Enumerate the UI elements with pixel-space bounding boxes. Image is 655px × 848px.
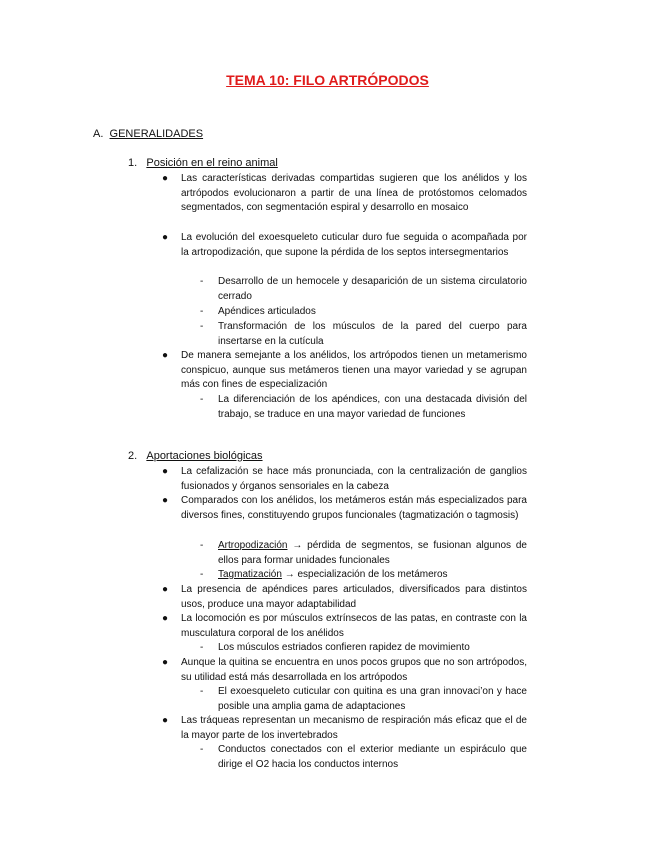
bullet-marker: ● (162, 584, 169, 595)
subsection-label: Posición en el reino animal (146, 157, 278, 169)
bullet-text: La locomoción es por músculos extrínsecos de las patas, en contraste con la musculatura corporal de los anélidos (181, 613, 527, 639)
dash-marker: - (200, 540, 204, 551)
sub-bullet-text: Conductos conectados con el exterior mediante un espiráculo que dirige el O2 hacia los conductos internos (218, 744, 527, 770)
section-a-heading (93, 128, 203, 140)
sub-bullet-text (218, 539, 527, 568)
bullet-text: De manera semejante a los anélidos, los artrópodos tienen un metamerismo conspicuo, aunque sus metámeros tienen una mayor variedad y se agrupan más con fines de especialización (181, 350, 527, 390)
subsection-1-heading (128, 157, 278, 169)
subsection-marker: 2. (128, 450, 138, 462)
subsection-marker: 1. (128, 157, 138, 169)
dash-marker: - (200, 744, 204, 755)
bullet-text: La evolución del exoesqueleto cuticular duro fue seguida o acompañada por la artropodización, que supone la pérdida de los septos intersegmentarios (181, 232, 527, 258)
bullet-marker: ● (162, 657, 169, 668)
bullet-marker: ● (162, 715, 169, 726)
dash-marker: - (200, 394, 204, 405)
term: Tagmatización (218, 569, 282, 580)
bullet-text: Las tráqueas representan un mecanismo de respiración más eficaz que el de la mayor parte de los invertebrados (181, 715, 527, 741)
dash-marker: - (200, 686, 204, 697)
sub-bullet-text: La diferenciación de los apéndices, con una destacada división del trabajo, se traduce en una mayor variedad de funciones (218, 394, 527, 420)
sub-bullet-text: Desarrollo de un hemocele y desaparición de un sistema circulatorio cerrado (218, 276, 527, 302)
term: Artropodización (218, 540, 288, 551)
bullet-text: Las características derivadas compartidas sugieren que los anélidos y los artrópodos evolucionaron a partir de una línea de protóstomos celomados segmentados, con segmentación espiral y desarrollo en mosaico (181, 173, 527, 213)
bullet-marker: ● (162, 466, 169, 477)
section-marker: A. (93, 128, 104, 140)
sub-bullet-text: El exoesqueleto cuticular con quitina es una gran innovaci’on y hace posible una amplia gama de adaptaciones (218, 686, 527, 712)
dash-marker: - (200, 642, 204, 653)
sub-bullet-text (218, 568, 527, 583)
dash-marker: - (200, 321, 204, 332)
dash-marker: - (200, 276, 204, 287)
bullet-text: Comparados con los anélidos, los metámeros están más especializados para diversos fines, constituyendo grupos funcionales (tagmatización o tagmosis) (181, 495, 527, 521)
bullet-text: La cefalización se hace más pronunciada, con la centralización de ganglios fusionados y órganos sensoriales en la cabeza (181, 466, 527, 492)
subsection-label: Aportaciones biológicas (146, 450, 263, 462)
sub-bullet-text: Los músculos estriados confieren rapidez de movimiento (218, 642, 470, 653)
bullet-marker: ● (162, 613, 169, 624)
dash-marker: - (200, 306, 204, 317)
sub-bullet-text: Transformación de los músculos de la pared del cuerpo para insertarse en la cutícula (218, 321, 527, 347)
bullet-marker: ● (162, 173, 169, 184)
term-definition: → especialización de los metámeros (281, 569, 448, 580)
sub-bullet-text: Apéndices articulados (218, 306, 316, 317)
dash-marker: - (200, 569, 204, 580)
bullet-marker: ● (162, 232, 169, 243)
section-label: GENERALIDADES (109, 128, 204, 140)
term-definition: → pérdida de segmentos, se fusionan algunos de ellos para formar unidades funcionales (218, 540, 527, 566)
bullet-marker: ● (162, 350, 169, 361)
bullet-text: La presencia de apéndices pares articulados, diversificados para distintos usos, produce una mayor adaptabilidad (181, 584, 527, 610)
subsection-2-heading (128, 450, 263, 462)
page-title: TEMA 10: FILO ARTRÓPODOS (226, 72, 429, 88)
bullet-text: Aunque la quitina se encuentra en unos pocos grupos que no son artrópodos, su utilidad está más desarrollada en los artrópodos (181, 657, 527, 683)
bullet-marker: ● (162, 495, 169, 506)
